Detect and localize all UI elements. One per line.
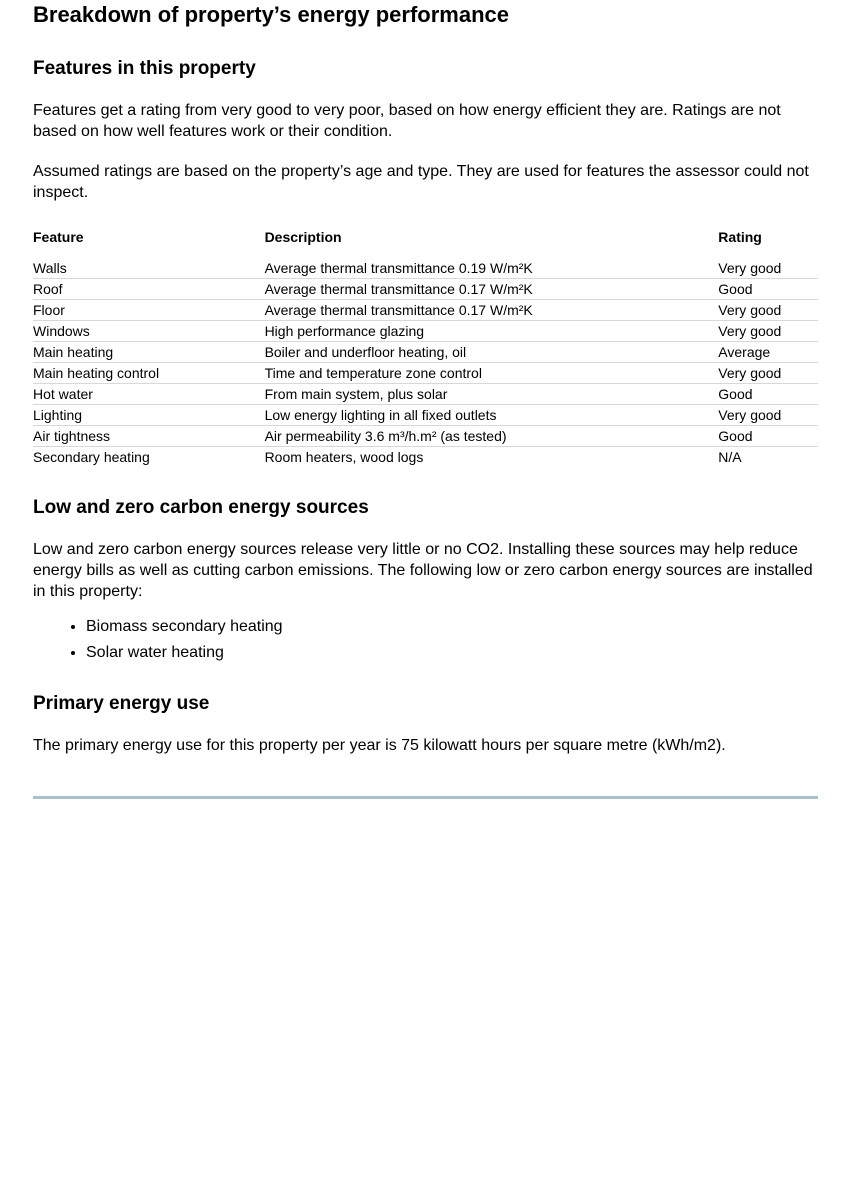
- description-cell: Average thermal transmittance 0.17 W/m²K: [264, 281, 533, 298]
- features-intro-paragraph: Features get a rating from very good to very poor, based on how energy efficient they are. Ratings are not based on how well features work or their condition.: [33, 102, 781, 141]
- table-row: [33, 342, 818, 363]
- rating-cell: Very good: [718, 365, 782, 382]
- feature-cell: Windows: [33, 323, 90, 340]
- rating-cell: Good: [718, 281, 753, 298]
- features-section: [33, 58, 818, 467]
- carbon-section: [33, 497, 818, 663]
- table-row: [33, 363, 818, 384]
- feature-cell: Air tightness: [33, 428, 111, 445]
- rating-cell: Very good: [718, 260, 782, 277]
- feature-cell: Floor: [33, 302, 65, 319]
- table-row: [33, 426, 818, 447]
- rating-cell: Very good: [718, 302, 782, 319]
- description-cell: Average thermal transmittance 0.17 W/m²K: [264, 302, 533, 319]
- feature-cell: Secondary heating: [33, 449, 150, 466]
- table-row: [33, 447, 818, 468]
- description-cell: Air permeability 3.6 m³/h.m² (as tested): [264, 428, 507, 445]
- primary-energy-paragraph: The primary energy use for this property per year is 75 kilowatt hours per square metre (kWh/m2).: [33, 736, 726, 754]
- rating-cell: Very good: [718, 407, 782, 424]
- rating-cell: Good: [718, 386, 753, 403]
- description-cell: Average thermal transmittance 0.19 W/m²K: [264, 260, 533, 277]
- primary-energy-heading: Primary energy use: [33, 692, 210, 714]
- column-header-description: Description: [264, 229, 342, 246]
- description-cell: Room heaters, wood logs: [264, 449, 424, 466]
- carbon-sources-list: [33, 616, 818, 663]
- list-item: • Solar water heating: [86, 642, 818, 663]
- feature-cell: Main heating: [33, 344, 114, 361]
- primary-energy-section: [33, 693, 818, 756]
- description-cell: Boiler and underfloor heating, oil: [264, 344, 467, 361]
- rating-cell: Good: [718, 428, 753, 445]
- assumed-ratings-paragraph: Assumed ratings are based on the property’s age and type. They are used for features the assessor could not inspect.: [33, 163, 809, 202]
- table-row: [33, 321, 818, 342]
- carbon-paragraph: Low and zero carbon energy sources release very little or no CO2. Installing these sources may help reduce energy bills as well as cutting carbon emissions. The following low or zero carbon energy sources are installed in this property:: [33, 540, 813, 600]
- feature-cell: Walls: [33, 260, 67, 277]
- table-row: [33, 300, 818, 321]
- features-heading: Features in this property: [33, 58, 256, 80]
- table-row: [33, 384, 818, 405]
- table-row: [33, 258, 818, 279]
- list-item: • Biomass secondary heating: [86, 616, 818, 637]
- feature-cell: Roof: [33, 281, 63, 298]
- rating-cell: Average: [718, 344, 771, 361]
- features-table: [33, 229, 818, 467]
- table-row: [33, 279, 818, 300]
- feature-cell: Main heating control: [33, 365, 160, 382]
- section-divider: [33, 796, 818, 799]
- feature-cell: Lighting: [33, 407, 83, 424]
- description-cell: From main system, plus solar: [264, 386, 448, 403]
- carbon-heading: Low and zero carbon energy sources: [33, 497, 369, 519]
- rating-cell: N/A: [718, 449, 742, 466]
- feature-cell: Hot water: [33, 386, 93, 403]
- description-cell: Time and temperature zone control: [264, 365, 482, 382]
- rating-cell: Very good: [718, 323, 782, 340]
- table-header-row: [33, 229, 818, 258]
- table-row: [33, 405, 818, 426]
- description-cell: High performance glazing: [264, 323, 425, 340]
- description-cell: Low energy lighting in all fixed outlets: [264, 407, 497, 424]
- column-header-rating: Rating: [718, 229, 762, 246]
- page-title: Breakdown of property’s energy performance: [33, 2, 509, 27]
- column-header-feature: Feature: [33, 229, 84, 246]
